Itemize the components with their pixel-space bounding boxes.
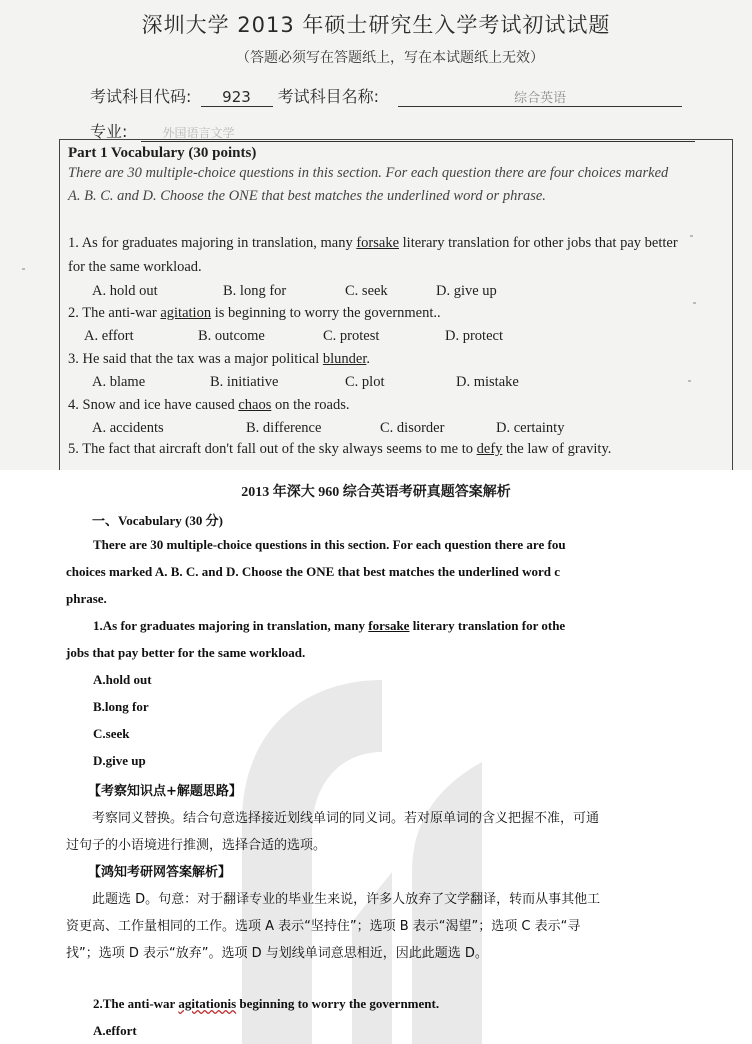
answer-q1-option-a: A.hold out xyxy=(93,672,152,687)
scan-speck xyxy=(22,268,25,270)
exam-q2-target-word: agitation xyxy=(160,305,212,321)
answer-instructions-line-3: phrase. xyxy=(66,591,107,606)
exam-q2-option-b: B. outcome xyxy=(198,328,265,344)
exam-code-label: 考试科目代码: xyxy=(90,87,192,106)
exam-q3-option-a: A. blame xyxy=(92,374,146,390)
answer-q1-option-b: B.long for xyxy=(93,699,149,714)
exam-scan xyxy=(0,0,752,470)
exam-q4: 4. Snow and ice have caused chaos on the roads. xyxy=(68,397,350,413)
exam-q1-option-c: C. seek xyxy=(345,283,388,299)
exam-major-value: 外国语言文学 xyxy=(162,126,235,140)
answer-q1: 1.As for graduates majoring in translation, many forsake literary translation for othe xyxy=(93,618,566,633)
exam-q1-option-d: D. give up xyxy=(436,283,497,299)
answer-analysis-line-1: 此题选 D。句意：对于翻译专业的毕业生来说，许多人放弃了文学翻译，转而从事其他工 xyxy=(92,892,601,907)
exam-q3-target-word: blunder xyxy=(322,351,367,367)
exam-q2: 2. The anti-war agitation is beginning to worry the government.. xyxy=(68,305,441,321)
answer-instructions-line-2: choices marked A. B. C. and D. Choose the ONE that best matches the underlined word c xyxy=(66,564,560,579)
answer-q1-option-d: D.give up xyxy=(93,753,146,768)
answer-q2: 2.The anti-war agitationis beginning to worry the government. xyxy=(93,996,440,1011)
answer-analysis-heading: 【鸿知考研网答案解析】 xyxy=(88,865,232,880)
exam-q2-option-a: A. effort xyxy=(84,328,134,344)
instructions-line-1: There are 30 multiple-choice questions in this section. For each question there are four choices marked xyxy=(68,165,669,181)
scan-speck xyxy=(688,380,691,382)
exam-code-row xyxy=(90,84,682,107)
exam-name-label: 考试科目名称: xyxy=(277,87,379,106)
answer-q1-option-c: C.seek xyxy=(93,726,130,741)
exam-q4-target-word: chaos xyxy=(238,397,272,413)
knowledge-point-heading: 【考察知识点+解题思路】 xyxy=(88,784,242,799)
exam-q3-option-c: C. plot xyxy=(345,374,385,390)
exam-q2-option-d: D. protect xyxy=(445,328,503,344)
exam-q2-option-c: C. protest xyxy=(323,328,380,344)
answer-analysis-line-3: 找”；选项 D 表示“放弃”。选项 D 与划线单词意思相近，因此此题选 D。 xyxy=(66,946,488,961)
exam-note: （答题必须写在答题纸上，写在本试题纸上无效） xyxy=(236,50,544,66)
answer-q1-target-word: forsake xyxy=(368,618,410,633)
answer-title: 2013 年深大 960 综合英语考研真题答案解析 xyxy=(241,485,511,500)
exam-q5: 5. The fact that aircraft don't fall out of the sky always seems to me to defy the law of gravity. xyxy=(68,441,612,457)
exam-q1-target-word: forsake xyxy=(356,235,400,251)
answer-q2-option-a: A.effort xyxy=(93,1023,137,1038)
exam-name-value: 综合英语 xyxy=(514,91,567,106)
section-heading: 一、Vocabulary (30 分) xyxy=(92,513,223,528)
exam-major-label: 专业: xyxy=(90,122,128,141)
instructions-line-2: A. B. C. and D. Choose the ONE that best matches the underlined word or phrase. xyxy=(68,188,546,204)
part-title: Part 1 Vocabulary (30 points) xyxy=(68,145,257,161)
exam-q3: 3. He said that the tax was a major political blunder. xyxy=(68,351,371,367)
exam-q1: 1. As for graduates majoring in translation, many forsake literary translation for other jobs that pay better xyxy=(68,235,678,251)
exam-q4-option-d: D. certainty xyxy=(496,420,565,436)
exam-q4-option-b: B. difference xyxy=(246,420,322,436)
exam-q5-target-word: defy xyxy=(476,441,503,457)
exam-code-value: 923 xyxy=(201,88,273,107)
answer-analysis-line-2: 资更高、工作量相同的工作。选项 A 表示“坚持住”；选项 B 表示“渴望”；选项 C 表示“寻 xyxy=(66,919,581,934)
scan-speck xyxy=(690,235,693,237)
answer-q2-target-word: agitationis xyxy=(178,996,237,1011)
exam-q1-option-a: A. hold out xyxy=(92,283,158,299)
exam-title: 深圳大学 2013 年硕士研究生入学考试初试试题 xyxy=(141,13,611,37)
knowledge-point-line-1: 考察同义替换。结合句意选择接近划线单词的同义词。若对原单词的含义把握不准，可通 xyxy=(92,811,600,826)
knowledge-point-line-2: 过句子的小语境进行推测，选择合适的选项。 xyxy=(66,838,327,853)
exam-q1-line-2: for the same workload. xyxy=(68,259,202,275)
exam-q4-option-c: C. disorder xyxy=(380,420,445,436)
watermark-logo-icon xyxy=(232,672,492,1044)
exam-q3-option-b: B. initiative xyxy=(210,374,279,390)
exam-q3-option-d: D. mistake xyxy=(456,374,519,390)
exam-q4-option-a: A. accidents xyxy=(92,420,164,436)
answer-document xyxy=(0,470,752,1044)
scan-speck xyxy=(693,302,696,304)
exam-q1-option-b: B. long for xyxy=(223,283,287,299)
answer-q1-line-2: jobs that pay better for the same workload. xyxy=(66,645,306,660)
answer-instructions-line-1: There are 30 multiple-choice questions in this section. For each question there are fou xyxy=(93,537,566,552)
